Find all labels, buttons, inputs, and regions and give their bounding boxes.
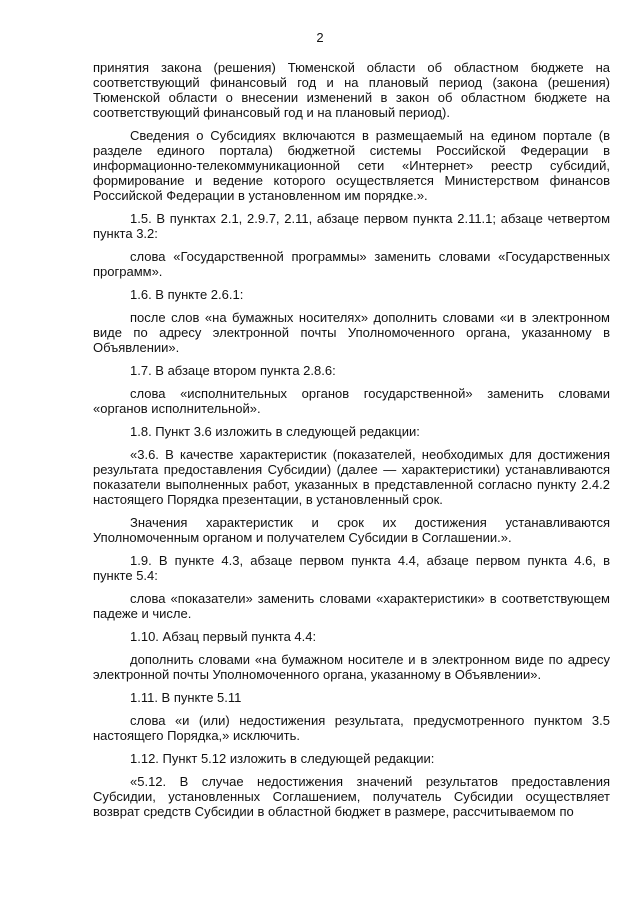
- page-number: 2: [316, 30, 324, 45]
- amendment-item: 1.5. В пунктах 2.1, 2.9.7, 2.11, абзаце первом пункта 2.11.1; абзаце четвертом пункта 3.2:: [93, 211, 610, 241]
- amendment-item: 1.7. В абзаце втором пункта 2.8.6:: [130, 363, 336, 378]
- quoted-paragraph: Значения характеристик и срок их достижения устанавливаются Уполномоченным органом и получателем Субсидии в Соглашении.».: [93, 515, 610, 545]
- paragraph: Сведения о Субсидиях включаются в размещаемый на едином портале (в разделе единого портала) бюджетной системы Российской Федерации в информационно-телекоммуникационной сети «Интернет» реестр субсидий, формирование и ведение которого осуществляется Министерством финансов Российской Федерации в установленном им порядке.».: [93, 128, 610, 203]
- amendment-item: 1.12. Пункт 5.12 изложить в следующей редакции:: [130, 751, 435, 766]
- paragraph: слова «исполнительных органов государственной» заменить словами «органов исполнительной».: [93, 386, 610, 416]
- amendment-item: 1.10. Абзац первый пункта 4.4:: [130, 629, 317, 644]
- document-body: [93, 60, 610, 827]
- quoted-paragraph: «5.12. В случае недостижения значений результатов предоставления Субсидии, установленных Соглашением, получатель Субсидии осуществляет возврат средств Субсидии в областной бюджет в размере, рассчитываемом по: [93, 774, 610, 819]
- paragraph: после слов «на бумажных носителях» дополнить словами «и в электронном виде по адресу электронной почты Уполномоченного органа, указанному в Объявлении».: [93, 310, 610, 355]
- amendment-item: 1.6. В пункте 2.6.1:: [130, 287, 244, 302]
- paragraph: слова «показатели» заменить словами «характеристики» в соответствующем падеже и числе.: [93, 591, 610, 621]
- paragraph: дополнить словами «на бумажном носителе и в электронном виде по адресу электронной почты Уполномоченного органа, указанному в Объявлении».: [93, 652, 610, 682]
- amendment-item: 1.9. В пункте 4.3, абзаце первом пункта 4.4, абзаце первом пункта 4.6, в пункте 5.4:: [93, 553, 610, 583]
- paragraph: слова «и (или) недостижения результата, предусмотренного пунктом 3.5 настоящего Порядка,» исключить.: [93, 713, 610, 743]
- quoted-paragraph: «3.6. В качестве характеристик (показателей, необходимых для достижения результата предоставления Субсидии) (далее — характеристики) устанавливаются показатели выполненных работ, указанных в представленной согласно пункту 2.4.2 настоящего Порядка презентации, в установленный срок.: [93, 447, 610, 507]
- paragraph: слова «Государственной программы» заменить словами «Государственных программ».: [93, 249, 610, 279]
- paragraph: принятия закона (решения) Тюменской области об областном бюджете на соответствующий финансовый год и на плановый период (закона (решения) Тюменской области о внесении изменений в закон об областном бюджете на соответствующий финансовый год и на плановый период).: [93, 60, 610, 120]
- amendment-item: 1.8. Пункт 3.6 изложить в следующей редакции:: [130, 424, 420, 439]
- amendment-item: 1.11. В пункте 5.11: [130, 690, 242, 705]
